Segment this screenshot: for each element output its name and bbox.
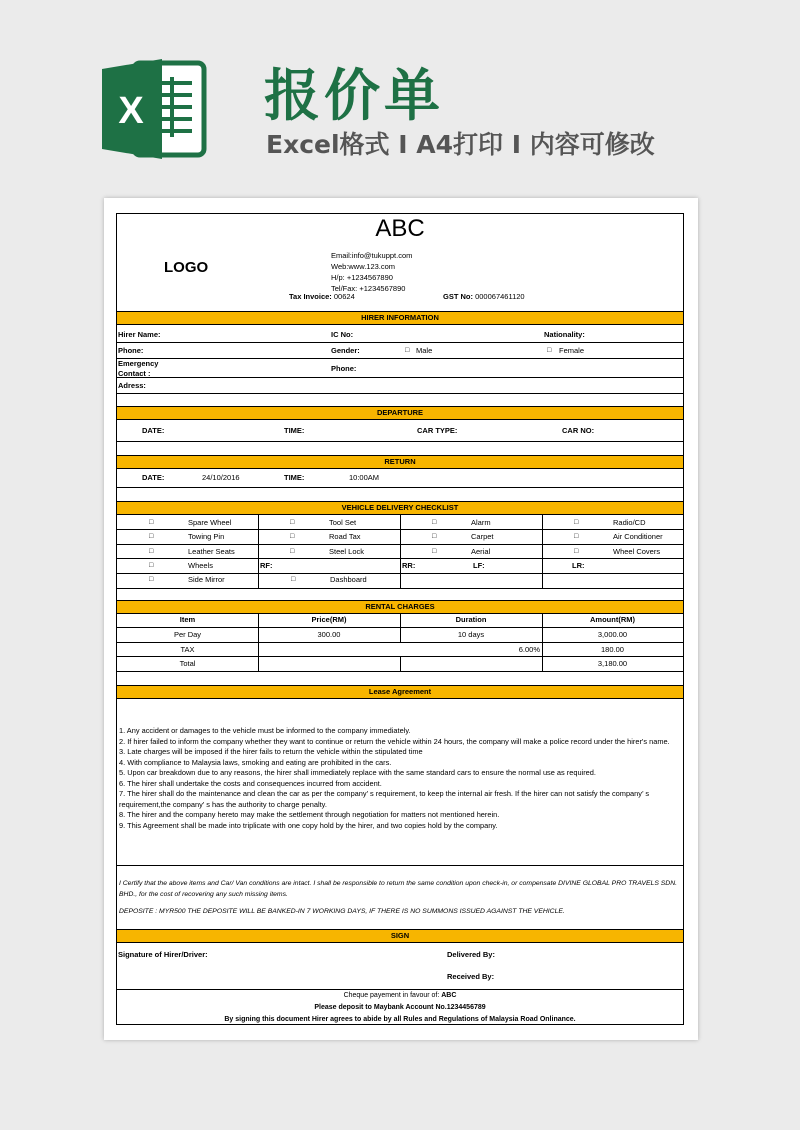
hirer-name-label: Hirer Name: [118,330,161,339]
certify-statement: I Certify that the above items and Car/ Van conditions are intact. I shall be responsible to return the same condition upon check-in, or compensate DIVINE GLOBAL PRO TRAVELS SDN. BHD., for the cost of recovering any such missing items. [119,880,678,898]
term-item: 8. The hirer and the company hereto may make the settlement through negotiation for matters not mentioned herein. [119,810,500,819]
tax-invoice: Tax Invoice: 00624 [289,292,355,301]
rf-label: RF: [260,561,273,570]
nationality-label: Nationality: [544,330,585,339]
cheque-line: Cheque payement in favour of: ABC [343,992,457,999]
departure-date-label: DATE: [142,426,165,435]
checklist-checkbox[interactable]: □ [574,533,579,540]
checklist-checkbox[interactable]: □ [432,519,437,526]
checklist-checkbox[interactable]: □ [149,519,154,526]
checklist-item-label: Aerial [471,547,491,556]
rental-header-amount: Amount(RM) [590,615,635,624]
gst-number: GST No: 000067461120 [443,292,525,301]
term-item: 6. The hirer shall undertake the costs and consequences incurred from accident. [119,778,382,788]
excel-icon [100,55,208,163]
rr-label: RR: [402,561,416,570]
term-item: 1. Any accident or damages to the vehicle must be informed to the company immediately. [119,726,411,735]
checklist-item-label: Road Tax [329,532,361,541]
section-lease: Lease Agreement [117,685,683,699]
svg-text:X: X [118,90,144,132]
checklist-item-label: Alarm [471,518,491,527]
deposit-line: Please deposit to Maybank Account No.1234456789 [314,1004,486,1011]
handphone: H/p: +1234567890 [331,273,393,282]
return-date-value: 24/10/2016 [202,473,240,482]
rental-header-duration: Duration [455,615,487,624]
return-time-value: 10:00AM [349,473,380,482]
section-return: RETURN [117,455,683,469]
phone-label: Phone: [118,346,144,355]
quotation-form [116,213,684,1025]
tax-amount: 180.00 [601,645,624,654]
checklist-item-label: Leather Seats [188,547,235,556]
total-amount: 3,180.00 [597,659,628,668]
ic-label: IC No: [331,330,354,339]
checklist-item-label: Carpet [471,532,494,541]
section-departure: DEPARTURE [117,406,683,420]
hirer-signature-label: Signature of Hirer/Driver: [118,950,208,959]
checklist-item-label: Towing Pin [188,532,225,541]
female-checkbox[interactable]: □ [547,347,552,354]
checklist-item-label: Tool Set [329,518,357,527]
side-mirror-label: Side Mirror [188,575,225,584]
checklist-checkbox[interactable]: □ [290,533,295,540]
section-rental: RENTAL CHARGES [117,600,683,614]
terms-list [119,726,681,831]
checklist-checkbox[interactable]: □ [432,533,437,540]
email: Email:info@tukuppt.com [331,251,413,260]
checklist-checkbox[interactable]: □ [149,533,154,540]
checklist-checkbox[interactable]: □ [290,548,295,555]
checklist-item-label: Steel Lock [329,547,365,556]
checklist-checkbox[interactable]: □ [290,519,295,526]
received-by-label: Received By: [447,972,495,981]
rental-header-item: Item [179,615,196,624]
delivered-by-label: Delivered By: [447,950,495,959]
emergency-label: Emergency Contact : [118,359,159,378]
emergency-phone-label: Phone: [331,364,357,373]
female-label: Female [559,346,585,355]
checkbox-side-mirror[interactable]: □ [149,576,154,583]
lf-label: LF: [473,561,485,570]
dashboard-label: Dashboard [330,575,367,584]
company-name: ABC [375,215,425,242]
per-day-price: 300.00 [317,630,341,639]
checklist-item-label: Wheel Covers [613,547,661,556]
agreement-line: By signing this document Hirer agrees to abide by all Rules and Regulations of Malaysia Road Onlinance. [224,1016,576,1023]
company-contact [331,250,412,294]
checklist-checkbox[interactable]: □ [574,548,579,555]
document-sheet [104,198,698,1040]
checklist-checkbox[interactable]: □ [432,548,437,555]
lr-label: LR: [572,561,585,570]
section-checklist: VEHICLE DELIVERY CHECKLIST [117,501,683,515]
return-time-label: TIME: [284,473,305,482]
checklist-checkbox[interactable]: □ [149,548,154,555]
departure-time-label: TIME: [284,426,305,435]
car-type-label: CAR TYPE: [417,426,458,435]
checklist-checkbox[interactable]: □ [574,519,579,526]
return-date-label: DATE: [142,473,165,482]
address-label: Adress: [118,381,146,390]
male-checkbox[interactable]: □ [405,347,410,354]
website: Web:www.123.com [331,262,396,271]
deposit-statement: DEPOSITE : MYR500 THE DEPOSITE WILL BE BANKED-IN 7 WORKING DAYS, IF THERE IS NO SUMMONS ISSUED AGAINST THE VEHICLE. [119,908,565,915]
page-header [0,0,800,190]
per-day-amount: 3,000.00 [597,630,628,639]
checklist-item-label: Radio/CD [613,518,646,527]
section-sign: SIGN [117,929,683,943]
male-label: Male [416,346,433,355]
checklist-item-label: Spare Wheel [188,518,232,527]
checklist-item-label: Air Conditioner [613,532,663,541]
tax-rate: 6.00% [518,645,540,654]
term-item: 3. Late charges will be imposed if the hirer fails to return the vehicle within the stipulated time [119,747,423,756]
tax-label: TAX [180,645,195,654]
gender-label: Gender: [331,346,360,355]
term-item: 2. If hirer failed to inform the company whether they want to continue or return the vehicle within 24 hours, the company will make a police record under the hirer's name. [119,736,670,746]
car-no-label: CAR NO: [562,426,595,435]
checkbox-wheels[interactable]: □ [149,562,154,569]
page-title: 报价单 [264,64,444,129]
page-subtitle: Excel格式 I A4打印 I 内容可修改 [266,130,655,159]
term-item: 4. With compliance to Malaysia laws, smoking and eating are prohibited in the cars. [119,757,392,767]
tel-fax: Tel/Fax: +1234567890 [331,284,406,293]
term-item: 5. Upon car breakdown due to any reasons, the hirer shall immediately replace with the same standard cars to ensure the normal use as required. [119,768,596,777]
wheels-label: Wheels [188,561,214,570]
company-logo: LOGO [164,259,209,276]
section-hirer: HIRER INFORMATION [117,311,683,325]
checkbox-dashboard[interactable]: □ [291,576,296,583]
total-label: Total [179,659,196,668]
rental-header-price: Price(RM) [311,615,347,624]
per-day-duration: 10 days [457,630,485,639]
term-item: 9. This Agreement shall be made into triplicate with one copy hold by the hirer, and two copies hold by the company. [119,820,498,830]
per-day-label: Per Day [173,630,202,639]
term-item: 7. The hirer shall do the maintenance and clean the car as per the company’ s requirement, to keep the internal air fresh. If the hirer can not satisfy the company’ s requirement,the company’ s has the authority to charge penalty. [119,789,650,809]
